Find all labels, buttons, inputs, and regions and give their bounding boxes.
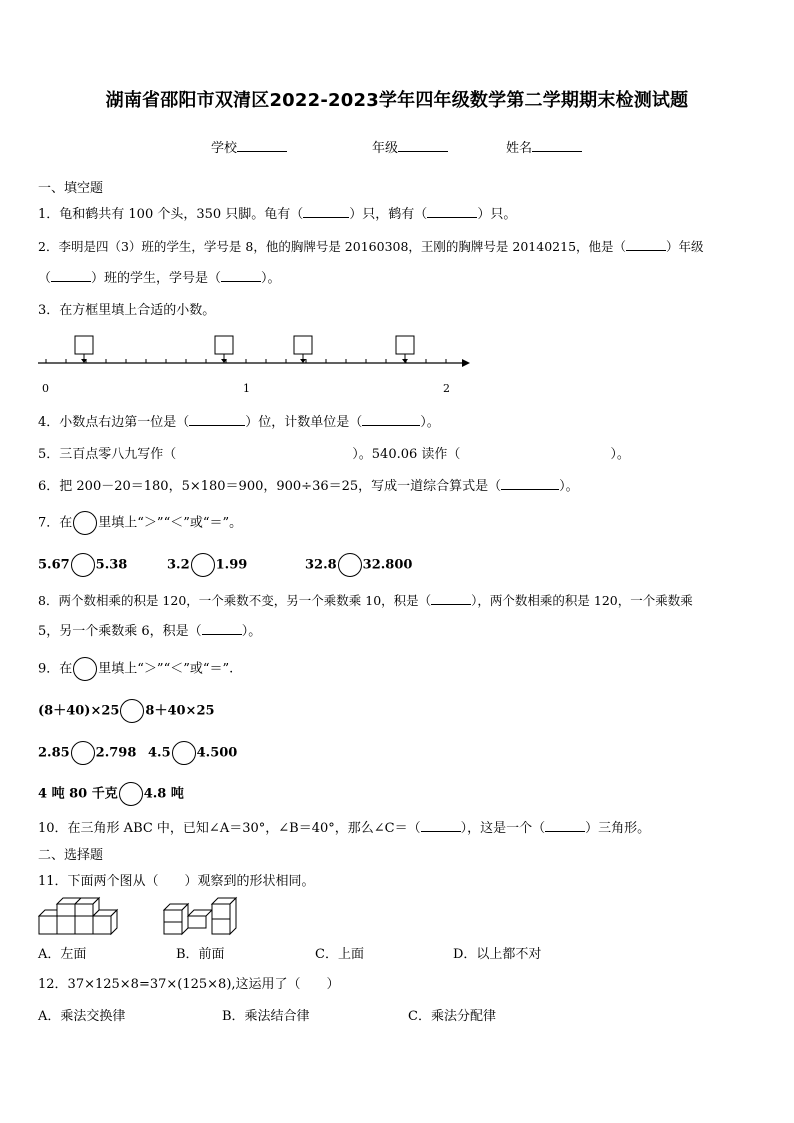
q9-row-1-circle[interactable] [120,699,144,723]
question-7 [38,511,242,533]
q7-item-1-right: 5.38 [95,557,128,573]
q9-row-2b-left: 4.5 [148,745,171,761]
school-label: 学校 [211,141,238,156]
nl-label-1: 1 [243,382,250,395]
q7-item-1 [38,553,127,575]
q8-text-c: 5，另一个乘数乘 6，积是（ [38,624,202,639]
nl-box-2[interactable] [215,336,233,354]
q10-blank-2[interactable] [545,818,585,832]
q7-item-3-right: 32.800 [362,557,413,573]
q2-text-b: ）年级 [666,239,704,254]
question-6 [38,476,579,498]
q7-item-1-left: 5.67 [38,557,70,573]
q6-text-a: 6．把 200－20＝180，5×180＝900，900÷36＝25，写成一道综合算式是（ [38,479,502,494]
section-fill-in: 一、填空题 [38,181,104,196]
q7-item-2-left: 3.2 [167,557,190,573]
q8-text-b: ），两个数相乘的积是 120，一个乘数乘 [471,593,693,608]
q2-text-e: ）。 [261,271,281,286]
q7-item-3-left: 32.8 [305,557,337,573]
q7-item-2-right: 1.99 [215,557,248,573]
q9-row-2a-right: 2.798 [95,745,137,761]
q2-blank-1[interactable] [626,237,666,251]
q9-text-a: 9．在 [38,661,73,677]
q12-option-b[interactable]: B．乘法结合律 [222,1009,310,1024]
q2-text-c: （ [38,271,52,286]
q7-item-2 [167,553,247,575]
q6-blank[interactable] [501,476,559,490]
q1-text-b: ）只，鹤有（ [349,207,428,222]
q7-text-a: 7．在 [38,515,73,531]
q11-figure-2 [163,896,245,938]
q12-option-a[interactable]: A．乘法交换律 [38,1009,126,1024]
question-8-line-1 [38,590,693,612]
q10-text-a: 10．在三角形 ABC 中，已知∠A＝30°，∠B＝40°，那么∠C＝（ [38,821,421,836]
q9-row-2 [38,741,136,763]
q1-blank-2[interactable] [427,204,477,218]
school-field [211,138,287,160]
nl-box-3[interactable] [294,336,312,354]
question-1 [38,204,516,226]
grade-field [372,138,448,160]
name-blank[interactable] [532,138,582,152]
name-label: 姓名 [506,141,533,156]
q2-text-d: ）班的学生，学号是（ [91,271,222,286]
q9-row-2a-circle[interactable] [71,741,95,765]
q12-option-c[interactable]: C．乘法分配律 [408,1009,496,1024]
question-8-line-2 [38,621,261,643]
nl-box-4[interactable] [396,336,414,354]
question-3: 3．在方框里填上合适的小数。 [38,303,216,318]
q8-blank-1[interactable] [431,591,471,605]
q2-text-a: 2．李明是四（3）班的学生，学号是 8，他的胸牌号是 20160308，王刚的胸牌号是 20140215，他是（ [38,239,627,254]
nl-box-1[interactable] [75,336,93,354]
q9-row-1 [38,699,215,721]
question-2-line-1 [38,236,704,258]
q8-text-d: ）。 [241,624,262,639]
q9-row-3 [38,782,184,804]
q2-blank-2[interactable] [51,268,91,282]
q7-item-3-circle[interactable] [338,553,362,577]
q10-text-b: ），这是一个（ [460,821,546,836]
q9-row-3-circle[interactable] [119,782,143,806]
grade-blank[interactable] [398,138,448,152]
q9-row-1-left: (8＋40)×25 [38,703,120,719]
q1-blank-1[interactable] [303,204,349,218]
nl-label-0: 0 [42,382,49,395]
q11-option-b[interactable]: B．前面 [176,947,225,962]
q4-text-c: ）。 [420,415,440,430]
q9-row-2b-circle[interactable] [172,741,196,765]
question-5 [38,444,630,466]
q4-text-b: ）位，计数单位是（ [245,415,363,430]
q9-row-2a-left: 2.85 [38,745,70,761]
q5-text-b: ）。540.06 读作（ [352,447,461,462]
q9-text-b: 里填上“＞”“＜”或“＝”. [98,661,234,677]
q7-item-3 [305,553,412,575]
q5-text-c: ）。 [610,447,630,462]
question-2-line-2 [38,268,281,290]
number-line [30,330,480,374]
q11-option-d[interactable]: D．以上都不对 [453,947,542,962]
q1-text-a: 1．龟和鹤共有 100 个头，350 只脚。龟有（ [38,207,304,222]
q9-row-3-left: 4 吨 80 千克 [38,786,118,802]
q5-text-a: 5．三百点零八九写作（ [38,447,177,462]
question-10 [38,818,650,840]
q4-blank-2[interactable] [362,412,420,426]
q4-text-a: 4．小数点右边第一位是（ [38,415,190,430]
q10-text-c: ）三角形。 [585,821,651,836]
q9-row-1-right: 8＋40×25 [145,703,215,719]
question-4 [38,412,440,434]
q7-item-2-circle[interactable] [191,553,215,577]
q7-circle-example [73,511,97,535]
q1-text-c: ）只。 [477,207,517,222]
section-multiple-choice: 二、选择题 [38,848,104,863]
q11-option-c[interactable]: C．上面 [315,947,364,962]
q10-blank-1[interactable] [421,818,461,832]
q2-blank-3[interactable] [221,268,261,282]
name-field [506,138,582,160]
q7-item-1-circle[interactable] [71,553,95,577]
q9-row-2b [148,741,237,763]
q9-circle-example [73,657,97,681]
school-blank[interactable] [237,138,287,152]
q9-row-2b-right: 4.500 [196,745,238,761]
q8-blank-2[interactable] [202,621,242,635]
question-12: 12．37×125×8=37×(125×8),这运用了（ ） [38,977,340,992]
question-9 [38,657,233,679]
q4-blank-1[interactable] [189,412,245,426]
q7-text-b: 里填上“＞”“＜”或“＝”。 [98,515,243,531]
q11-option-a[interactable]: A．左面 [38,947,87,962]
q9-row-3-right: 4.8 吨 [143,786,184,802]
q6-text-b: ）。 [559,479,579,494]
grade-label: 年级 [372,141,399,156]
q11-figure-1 [38,896,120,938]
page-title: 湖南省邵阳市双清区2022-2023学年四年级数学第二学期期末检测试题 [105,90,689,111]
q8-text-a: 8．两个数相乘的积是 120，一个乘数不变，另一个乘数乘 10，积是（ [38,593,432,608]
nl-label-2: 2 [443,382,450,395]
question-11: 11．下面两个图从（ ）观察到的形状相同。 [38,874,315,889]
